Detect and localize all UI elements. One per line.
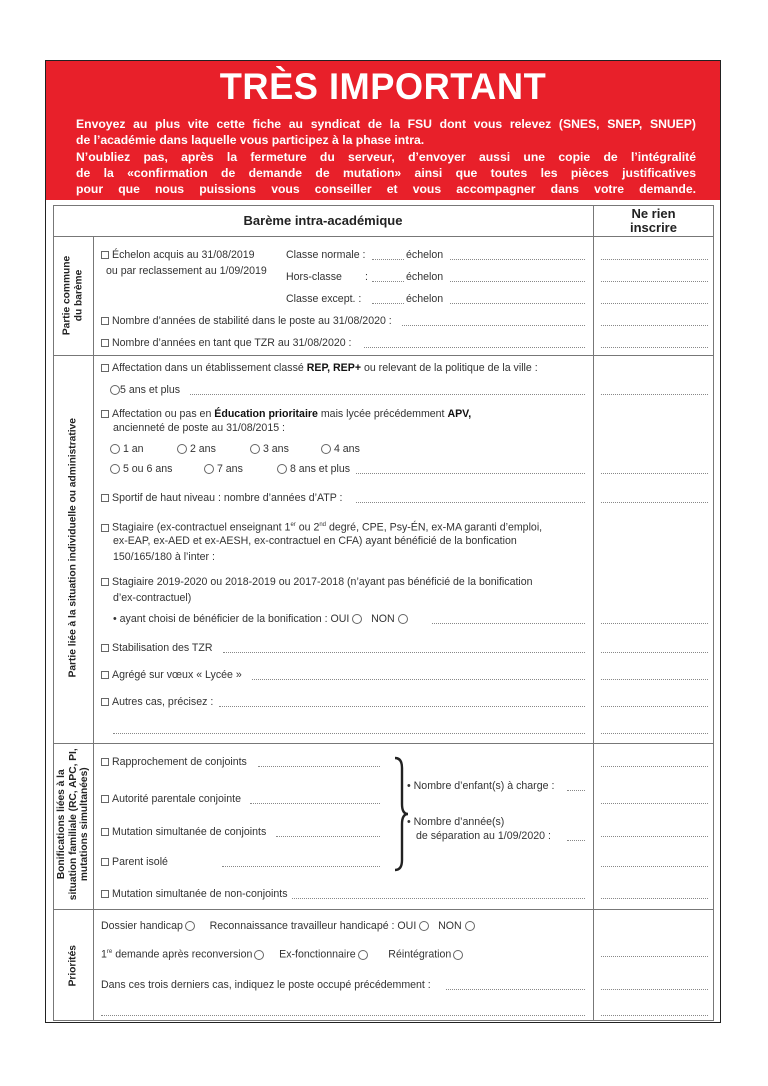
reintegration-label: Réintégration [388, 948, 452, 961]
apv-line-2: ancienneté de poste au 31/08/2015 : [113, 422, 285, 434]
hors-classe-colon: : [365, 271, 368, 283]
apv-option-3[interactable] [250, 443, 289, 456]
stagiaire-ex-contractuel-line-2: ex-EAP, ex-AED et ex-AESH, ex-contractuel en CFA) ayant bénéficié de la bonfication [113, 535, 517, 547]
echelon-word: échelon [406, 271, 444, 283]
score-field[interactable] [601, 347, 708, 348]
apv-option-7[interactable] [277, 463, 350, 476]
stagiaire-text: Stagiaire (ex-contractuel enseignant 1 [112, 521, 291, 534]
radio-option[interactable] [250, 444, 260, 454]
section-divider-3 [53, 909, 714, 910]
checkbox-stagiaire-ex-contractuel[interactable] [101, 524, 109, 532]
rep-item[interactable] [101, 362, 538, 375]
hors-classe-field[interactable] [450, 281, 585, 282]
checkbox-sportif[interactable] [101, 494, 109, 502]
hors-classe-label: Hors-classe [286, 271, 342, 283]
sportif-label: Sportif de haut niveau : nombre d’années d’ATP : [112, 492, 343, 504]
section-divider-1 [53, 355, 714, 356]
enfants-label: • Nombre d’enfant(s) à charge : [407, 780, 555, 792]
score-field[interactable] [601, 733, 708, 734]
option-label: 8 ans et plus [289, 463, 351, 475]
header-line-1: Ne rien [631, 206, 676, 221]
agrege-field[interactable] [252, 679, 585, 680]
rep-bold: REP, REP+ [306, 362, 362, 374]
apv-bold: Éducation prioritaire [214, 408, 318, 420]
checkbox-parent-isole[interactable] [101, 858, 109, 866]
score-column-divider [593, 205, 594, 1021]
handicap-row [101, 920, 475, 933]
radio-option[interactable] [204, 464, 214, 474]
checkbox-autres[interactable] [101, 698, 109, 706]
tzr-label: Nombre d’années en tant que TZR au 31/08/2020 : [112, 337, 352, 349]
score-field[interactable] [601, 706, 708, 707]
checkbox-mutation-conjoints[interactable] [101, 828, 109, 836]
radio-rth-non[interactable] [465, 921, 475, 931]
poste-label: Dans ces trois derniers cas, indiquez le poste occupé précédemment : [101, 979, 431, 991]
poste-field-line-2[interactable] [101, 1015, 585, 1016]
stagiaire-ex-contractuel-line-3: 150/165/180 à l’inter : [113, 551, 215, 563]
apc-field[interactable] [250, 803, 380, 804]
checkbox-apv[interactable] [101, 410, 109, 418]
mutation-non-conjoints-label: Mutation simultanée de non-conjoints [112, 888, 288, 900]
sportif-field[interactable] [356, 502, 585, 503]
checkbox-rapprochement[interactable] [101, 758, 109, 766]
apv-text: mais lycée précédemment [317, 408, 448, 420]
rc-item[interactable] [101, 756, 247, 769]
classe-normale-field[interactable] [450, 259, 585, 260]
radio-option[interactable] [110, 444, 120, 454]
banner-line-2: de l’académie dans laquelle vous participez à la phase intra. [76, 133, 425, 147]
agrege-label: Agrégé sur vœux « Lycée » [112, 669, 242, 681]
bonification-choice [113, 613, 408, 626]
parent-isole-item[interactable] [101, 856, 168, 869]
checkbox-stagiaire-annee[interactable] [101, 578, 109, 586]
score-field[interactable] [601, 956, 708, 957]
superscript: re [106, 949, 113, 955]
option-label: 7 ans [216, 463, 243, 475]
checkbox-stabilisation[interactable] [101, 644, 109, 652]
autres-item[interactable] [101, 696, 213, 709]
non-label: NON [438, 920, 462, 932]
section-label-individual: Partie liée à la situation individuelle ou administrative [67, 418, 79, 678]
score-field[interactable] [601, 803, 708, 804]
mutation-conjoints-field[interactable] [276, 836, 380, 837]
non-label: NON [371, 613, 395, 625]
curly-brace-icon [392, 756, 410, 872]
checkbox-mutation-non-conjoints[interactable] [101, 890, 109, 898]
reconversion-number: 1 [101, 948, 107, 961]
score-field[interactable] [601, 473, 708, 474]
echelon-word: échelon [406, 249, 444, 261]
score-field[interactable] [601, 679, 708, 680]
score-field[interactable] [601, 1015, 708, 1016]
autres-field[interactable] [219, 706, 585, 707]
option-label: 3 ans [262, 443, 289, 455]
radio-reconversion[interactable] [254, 950, 264, 960]
rep-option-5ans[interactable] [110, 384, 180, 397]
section-label-family [56, 734, 91, 914]
classe-except-field[interactable] [450, 303, 585, 304]
echelon-item[interactable] [101, 249, 255, 262]
parent-isole-label: Parent isolé [112, 856, 168, 868]
section-label-priorites: Priorités [67, 945, 79, 987]
agrege-item[interactable] [101, 669, 242, 682]
option-label: 1 an [122, 443, 144, 455]
autres-label: Autres cas, précisez : [112, 696, 214, 708]
table-header-do-not-write [593, 207, 714, 235]
header-line-2: inscrire [630, 220, 677, 235]
autres-field-line-2[interactable] [113, 733, 585, 734]
ex-fonctionnaire-label: Ex-fonctionnaire [279, 948, 356, 961]
enfants-field[interactable] [567, 790, 585, 791]
stabilisation-field[interactable] [223, 652, 585, 653]
radio-option[interactable] [321, 444, 331, 454]
score-field[interactable] [601, 502, 708, 503]
banner-line-5: pour que nous puissions vous conseiller et vous accompagner dans votre demande. [76, 182, 696, 196]
classe-normale-label: Classe normale : [286, 249, 366, 261]
reconversion-row [101, 946, 463, 962]
table-header-title: Barème intra-académique [243, 213, 403, 228]
score-field[interactable] [601, 652, 708, 653]
apv-option-1[interactable] [110, 443, 144, 456]
score-field[interactable] [601, 989, 708, 990]
separation-field[interactable] [567, 840, 585, 841]
separation-label-1: • Nombre d’année(s) [407, 816, 505, 828]
reconversion-label: demande après reconversion [112, 948, 253, 961]
stagiaire-text: Stagiaire 2019-2020 ou 2018-2019 ou 2017-2018 (n’ayant pas bénéficié de la bonification [112, 576, 533, 588]
score-field[interactable] [601, 394, 708, 395]
radio-rth-oui[interactable] [419, 921, 429, 931]
mutation-non-conjoints-field[interactable] [292, 898, 585, 899]
apc-label: Autorité parentale conjointe [112, 793, 241, 805]
radio-5-ans-plus[interactable] [110, 385, 120, 395]
apv-option-6[interactable] [204, 463, 243, 476]
radio-option[interactable] [277, 464, 287, 474]
rc-field[interactable] [258, 766, 380, 767]
checkbox-tzr[interactable] [101, 339, 109, 347]
apc-item[interactable] [101, 793, 241, 806]
radio-non[interactable] [398, 614, 408, 624]
echelon-label: Échelon acquis au 31/08/2019 [112, 249, 255, 261]
radio-option[interactable] [110, 464, 120, 474]
radio-oui[interactable] [352, 614, 362, 624]
apv-field[interactable] [356, 473, 585, 474]
option-label: 4 ans [333, 443, 360, 455]
radio-option[interactable] [177, 444, 187, 454]
stagiaire-text: degré, CPE, Psy-ÉN, ex-MA garanti d’emploi, [326, 521, 543, 534]
rc-label: Rapprochement de conjoints [112, 756, 247, 768]
radio-dossier-handicap[interactable] [185, 921, 195, 931]
superscript: er [290, 522, 296, 528]
section-label-line: mutations simultanées) [78, 767, 90, 882]
score-field[interactable] [601, 836, 708, 837]
score-field[interactable] [601, 281, 708, 282]
apv-option-4[interactable] [321, 443, 360, 456]
banner-title: TRÈS IMPORTANT [219, 66, 547, 107]
option-label: 5 ou 6 ans [122, 463, 173, 475]
radio-reintegration[interactable] [453, 950, 463, 960]
section-label-common [62, 236, 85, 356]
option-label: 5 ans et plus [120, 384, 181, 396]
mutation-conjoints-item[interactable] [101, 826, 266, 839]
banner-line-3: N’oubliez pas, après la fermeture du serveur, d’envoyer aussi une copie de l’intégralité [76, 150, 696, 164]
section-label-line: Partie commune [61, 255, 73, 336]
radio-ex-fonctionnaire[interactable] [358, 950, 368, 960]
separation-label-2: de séparation au 1/09/2020 : [416, 830, 551, 842]
stagiaire-ex-contractuel-item[interactable] [101, 519, 542, 535]
hors-classe-echelon-field[interactable] [372, 281, 404, 282]
rep-text: Affectation dans un établissement classé [112, 362, 307, 374]
banner-line-4: de la «confirmation de demande de mutation» ainsi que toutes les pièces justificatives [76, 166, 696, 180]
checkbox-rep[interactable] [101, 364, 109, 372]
apv-bold: APV, [447, 408, 472, 420]
header-divider [53, 236, 714, 237]
apv-option-5[interactable] [110, 463, 172, 476]
sportif-item[interactable] [101, 492, 342, 505]
poste-field[interactable] [446, 989, 585, 990]
score-field[interactable] [601, 303, 708, 304]
rth-label: Reconnaissance travailleur handicapé : OUI [209, 920, 417, 932]
checkbox-agrege[interactable] [101, 671, 109, 679]
score-field[interactable] [601, 623, 708, 624]
choice-label: • ayant choisi de bénéficier de la bonification : OUI [113, 613, 350, 625]
classe-except-echelon-field[interactable] [372, 303, 404, 304]
mutation-conjoints-label: Mutation simultanée de conjoints [112, 826, 267, 838]
mutation-non-conjoints-item[interactable] [101, 888, 288, 901]
section-label-line: Bonifications liées à la [55, 769, 67, 880]
checkbox-stabilite[interactable] [101, 317, 109, 325]
tzr-item[interactable] [101, 337, 352, 350]
score-field[interactable] [601, 866, 708, 867]
section-label-line: situation familiale (RC, APC, PI, [67, 748, 79, 901]
classe-normale-echelon-field[interactable] [372, 259, 404, 260]
score-field[interactable] [601, 259, 708, 260]
dossier-handicap-label: Dossier handicap [101, 920, 183, 932]
apv-option-2[interactable] [177, 443, 216, 456]
apv-text: Affectation ou pas en [112, 408, 215, 420]
stagiaire-annee-line-2: d’ex-contractuel) [113, 592, 192, 604]
echelon-word: échelon [406, 293, 444, 305]
score-field[interactable] [601, 766, 708, 767]
tzr-field[interactable] [364, 347, 585, 348]
banner-line-1: Envoyez au plus vite cette fiche au syndicat de la FSU dont vous relevez (SNES, SNEP, SNUEP) [76, 117, 696, 131]
stabilite-label: Nombre d’années de stabilité dans le poste au 31/08/2020 : [112, 315, 392, 327]
score-field[interactable] [601, 325, 708, 326]
section-divider-2 [53, 743, 714, 744]
section-label-line: du barème [73, 269, 84, 322]
superscript: nd [319, 522, 327, 528]
checkbox-echelon[interactable] [101, 251, 109, 259]
apv-item[interactable] [101, 408, 471, 421]
stabilite-item[interactable] [101, 315, 392, 328]
stabilite-field[interactable] [402, 325, 585, 326]
score-field[interactable] [601, 898, 708, 899]
classe-except-label: Classe except. : [286, 293, 362, 305]
stabilisation-item[interactable] [101, 642, 213, 655]
parent-isole-field[interactable] [222, 866, 380, 867]
stagiaire-annee-item[interactable] [101, 576, 533, 589]
bonification-field[interactable] [432, 623, 585, 624]
label-column-divider [93, 236, 94, 1021]
stabilisation-label: Stabilisation des TZR [112, 642, 213, 654]
stagiaire-text: ou 2 [295, 521, 320, 534]
option-label: 2 ans [189, 443, 216, 455]
rep-field[interactable] [190, 394, 585, 395]
checkbox-autorite-parentale[interactable] [101, 795, 109, 803]
rep-text: ou relevant de la politique de la ville : [361, 362, 538, 374]
echelon-label-2: ou par reclassement au 1/09/2019 [106, 265, 267, 277]
